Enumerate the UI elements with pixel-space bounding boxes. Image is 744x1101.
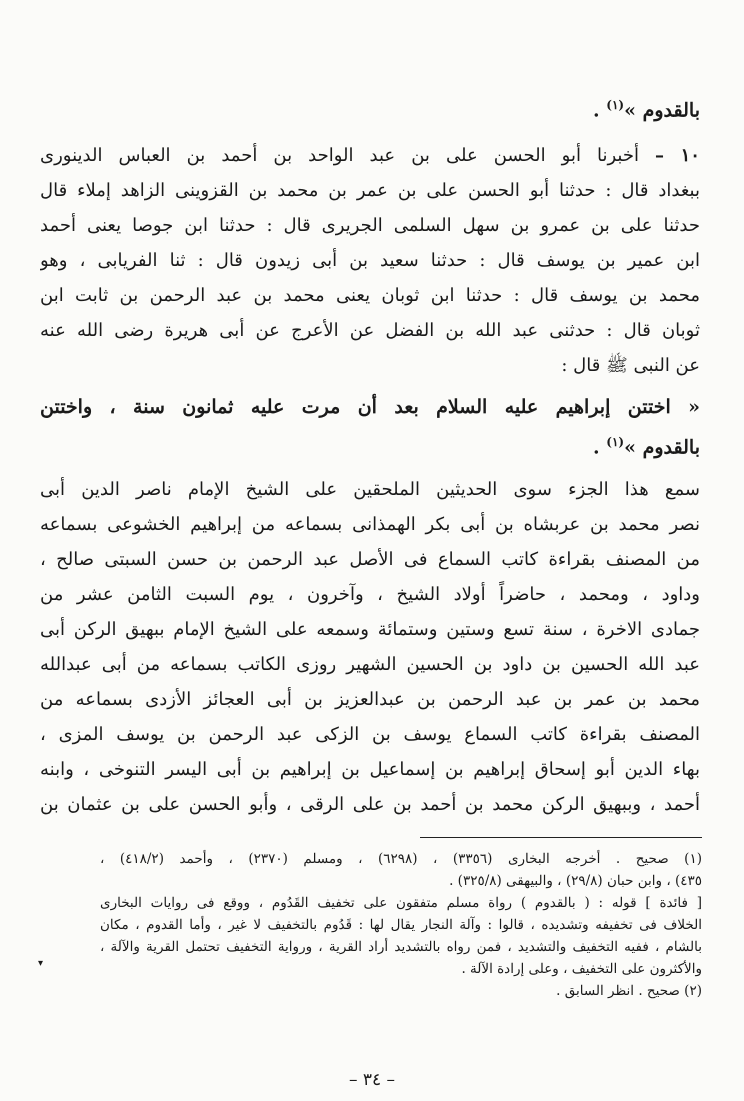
footnote-line: (١) صحيح . أخرجه البخارى (٣٣٥٦) ، (٦٢٩٨) ، ومسلم (٢٣٧٠) ، وأحمد (٤١٨/٢) ، [100,851,702,867]
hadith-line: ثوبان قال : حدثنى عبد الله بن الفضل عن الأعرج عن أبى هريرة رضى الله عنه [40,320,700,341]
footnote-separator [420,837,702,838]
footnote-line: (٢) صحيح . انظر السابق . [556,983,702,999]
sama-line: المصنف بقراءة كاتب السماع يوسف بن الزكى عبد الرحمن بن يوسف المزى ، [40,724,700,745]
sama-line: عبد الله الحسين بن داود بن الحسين الشهير روزى الكاتب بسماعه من أبى عبدالله [40,654,700,675]
footnote-ref: (١) [606,98,625,112]
hadith-10-paragraph [40,138,700,383]
hadith-line: ببغداد قال : حدثنا أبو الحسن على بن عمر بن محمد بن القزوينى الزاهد إملاء قال [40,180,700,201]
footnote-line: [ فائدة ] قوله : ( بالقدوم ) رواة مسلم متفقون على تخفيف القَدُوم ، ووقع فى روايات البخارى [100,895,702,911]
sama-line: بهاء الدين أبو إسحاق إبراهيم بن إسماعيل بن إبراهيم بن أبى اليسر التنوخى ، وابنه [40,759,700,780]
sama-paragraph [40,472,700,822]
hadith-line: ابن عمير بن يوسف قال : حدثنا سعيد بن أبى زيدون قال : ثنا الفريابى ، وهو [40,250,700,271]
continuation-text: بالقدوم » [624,99,700,122]
hadith-quote [40,390,700,460]
footnote-line: الخلاف فى تخفيفه وتشديده ، قالوا : وآلة النجار يقال لها : قَدُوم بالتخفيف لا غير ، وأما القدوم ، مكان [100,917,702,933]
footnotes [100,848,702,1002]
sama-line: أحمد ، وببهيق الركن محمد بن أحمد بن على الرقى ، وأبو الحسن على بن عثمان بن [40,794,700,815]
sama-line: محمد بن عمر بن عبد الرحمن بن عبدالعزيز بن أبى العجائز الأزدى بسماعه من [40,689,700,710]
page-number: – ٣٤ – [348,1070,396,1090]
hadith-line: حدثنا على بن عمرو بن سهل السلمى الجريرى قال : حدثنا ابن جوصا يعنى أحمد [40,215,700,236]
margin-dot: ▾ [38,958,44,969]
quote-line: بالقدوم »$^{(١)}$ . [593,435,700,459]
sama-line: من المصنف بقراءة كاتب السماع فى الأصل عبد الرحمن بن حسن السبتى صالح ، [40,549,700,570]
hadith-line: محمد بن يوسف قال : حدثنا ابن ثوبان يعنى محمد بن عبد الرحمن بن ثابت ابن [40,285,700,306]
hadith-number: ١٠ – [655,145,700,166]
quote-line: « اختتن إبراهيم عليه السلام بعد أن مرت عليه ثمانون سنة ، واختتن [40,396,700,418]
footnote-line: ٤٣٥) ، وابن حبان (٢٩/٨) ، والبيهقى (٣٢٥/٨) . [449,873,702,889]
footnote-ref: (١) [606,435,625,449]
sama-line: نصر محمد بن عربشاه بن أبى بكر الهمذانى بسماعه من إبراهيم الخشوعى بسماعه [40,514,700,535]
footnote-line: والأكثرون على التخفيف ، وعلى إرادة الآلة . [461,961,702,977]
sama-line: جمادى الاخرة ، سنة تسع وستين وستمائة وسمعه على الشيخ الإمام ببهيق الركن أبى [40,619,700,640]
continuation-line: بالقدوم »$^{(١)}$ . [593,98,700,122]
sama-line: سمع هذا الجزء سوى الحديثين الملحقين على الشيخ الإمام ناصر الدين أبى [40,479,700,500]
hadith-line: عن النبى ﷺ قال : [561,355,700,376]
footnote-line: بالشام ، ففيه التخفيف والتشديد ، فمن رواه بالتشديد أراد القرية ، ورواية التخفيف تحتمل القرية والآلة ، [100,939,702,955]
hadith-line: ١٠ – أخبرنا أبو الحسن على بن عبد الواحد بن أحمد بن العباس الدينورى [40,145,700,166]
sama-line: وداود ، ومحمد ، حاضراً أولاد الشيخ ، وآخرون ، يوم السبت الثامن عشر من [40,584,700,605]
